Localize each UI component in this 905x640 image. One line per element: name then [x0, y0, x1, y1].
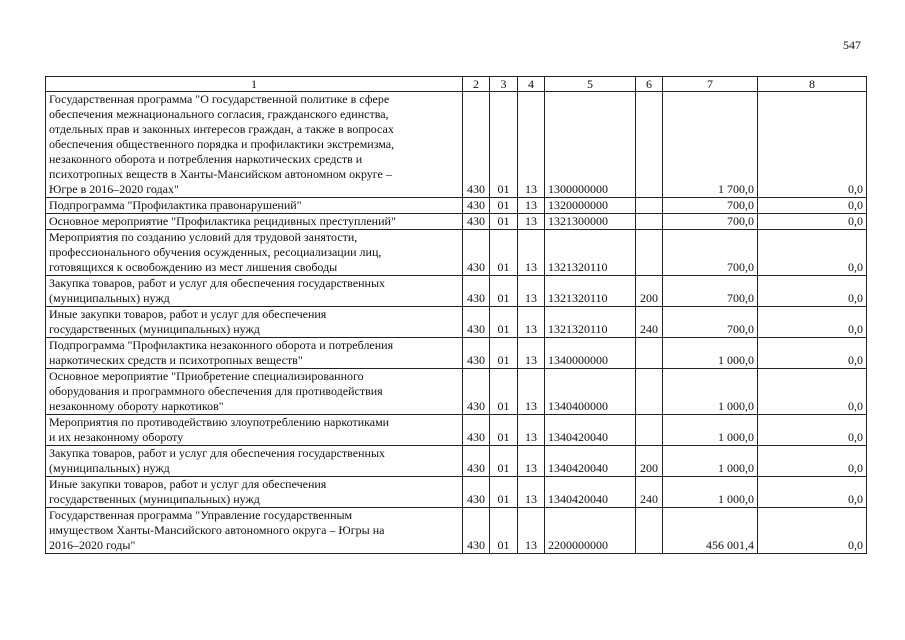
amount-cell: 1 000,0 [663, 415, 758, 446]
amount-cell: 700,0 [663, 276, 758, 307]
column-header: 1 [46, 77, 463, 92]
column-header: 5 [545, 77, 636, 92]
row-name-cell: Иные закупки товаров, работ и услуг для обеспечения государственных (муниципальных) нужд [46, 307, 463, 338]
amount-cell: 1 000,0 [663, 369, 758, 415]
amount-cell: 700,0 [663, 307, 758, 338]
amount-second-cell: 0,0 [758, 198, 867, 214]
section-code-cell: 01 [490, 92, 518, 198]
table-row [46, 415, 867, 446]
subsection-code-cell: 13 [518, 369, 545, 415]
amount-cell: 700,0 [663, 198, 758, 214]
subsection-code-cell: 13 [518, 92, 545, 198]
amount-second-cell: 0,0 [758, 92, 867, 198]
table-row [46, 214, 867, 230]
column-header: 2 [463, 77, 490, 92]
ministry-code-cell: 430 [463, 508, 490, 554]
target-article-cell: 1340420040 [545, 446, 636, 477]
section-code-cell: 01 [490, 415, 518, 446]
expense-type-cell: 200 [636, 446, 663, 477]
amount-second-cell: 0,0 [758, 477, 867, 508]
expense-type-cell: 240 [636, 477, 663, 508]
column-header: 7 [663, 77, 758, 92]
target-article-cell: 1340420040 [545, 477, 636, 508]
target-article-cell: 1321320110 [545, 276, 636, 307]
table-row [46, 369, 867, 415]
subsection-code-cell: 13 [518, 276, 545, 307]
section-code-cell: 01 [490, 276, 518, 307]
amount-cell: 456 001,4 [663, 508, 758, 554]
ministry-code-cell: 430 [463, 446, 490, 477]
section-code-cell: 01 [490, 214, 518, 230]
page-number: 547 [843, 38, 861, 52]
ministry-code-cell: 430 [463, 198, 490, 214]
target-article-cell: 1321300000 [545, 214, 636, 230]
subsection-code-cell: 13 [518, 508, 545, 554]
amount-cell: 1 000,0 [663, 338, 758, 369]
table-row [46, 230, 867, 276]
expense-type-cell [636, 198, 663, 214]
row-name-cell: Закупка товаров, работ и услуг для обеспечения государственных (муниципальных) нужд [46, 276, 463, 307]
row-name-cell: Государственная программа "Управление государственным имуществом Ханты-Мансийского автономного округа – Югры на 2016–2020 годы" [46, 508, 463, 554]
section-code-cell: 01 [490, 508, 518, 554]
subsection-code-cell: 13 [518, 415, 545, 446]
column-header: 3 [490, 77, 518, 92]
amount-cell: 700,0 [663, 230, 758, 276]
section-code-cell: 01 [490, 369, 518, 415]
target-article-cell: 1340000000 [545, 338, 636, 369]
amount-second-cell: 0,0 [758, 276, 867, 307]
row-name-cell: Основное мероприятие "Приобретение специализированного оборудования и программного обеспечения для противодействия незаконному обороту наркотиков" [46, 369, 463, 415]
section-code-cell: 01 [490, 230, 518, 276]
ministry-code-cell: 430 [463, 214, 490, 230]
section-code-cell: 01 [490, 307, 518, 338]
amount-second-cell: 0,0 [758, 338, 867, 369]
subsection-code-cell: 13 [518, 477, 545, 508]
target-article-cell: 1321320110 [545, 307, 636, 338]
row-name-cell: Иные закупки товаров, работ и услуг для обеспечения государственных (муниципальных) нужд [46, 477, 463, 508]
subsection-code-cell: 13 [518, 307, 545, 338]
subsection-code-cell: 13 [518, 338, 545, 369]
ministry-code-cell: 430 [463, 230, 490, 276]
amount-second-cell: 0,0 [758, 369, 867, 415]
row-name-cell: Подпрограмма "Профилактика незаконного оборота и потребления наркотических средств и психотропных веществ" [46, 338, 463, 369]
amount-second-cell: 0,0 [758, 415, 867, 446]
expense-type-cell [636, 415, 663, 446]
target-article-cell: 1340420040 [545, 415, 636, 446]
expense-type-cell: 200 [636, 276, 663, 307]
ministry-code-cell: 430 [463, 307, 490, 338]
target-article-cell: 1321320110 [545, 230, 636, 276]
expense-type-cell [636, 230, 663, 276]
table-row [46, 307, 867, 338]
column-number-row [46, 77, 867, 92]
amount-cell: 700,0 [663, 214, 758, 230]
amount-cell: 1 700,0 [663, 92, 758, 198]
amount-second-cell: 0,0 [758, 446, 867, 477]
ministry-code-cell: 430 [463, 369, 490, 415]
column-header: 6 [636, 77, 663, 92]
section-code-cell: 01 [490, 477, 518, 508]
row-name-cell: Подпрограмма "Профилактика правонарушений" [46, 198, 463, 214]
expense-type-cell [636, 508, 663, 554]
target-article-cell: 1340400000 [545, 369, 636, 415]
subsection-code-cell: 13 [518, 230, 545, 276]
target-article-cell: 2200000000 [545, 508, 636, 554]
column-header: 8 [758, 77, 867, 92]
table-row [46, 508, 867, 554]
expense-type-cell [636, 214, 663, 230]
budget-table [45, 76, 867, 554]
table-row [46, 276, 867, 307]
amount-second-cell: 0,0 [758, 307, 867, 338]
table-row [46, 92, 867, 198]
ministry-code-cell: 430 [463, 477, 490, 508]
ministry-code-cell: 430 [463, 276, 490, 307]
section-code-cell: 01 [490, 338, 518, 369]
expense-type-cell [636, 369, 663, 415]
expense-type-cell [636, 338, 663, 369]
row-name-cell: Государственная программа "О государственной политике в сфере обеспечения межнационального согласия, гражданского единства, отдельных прав и законных интересов граждан, а также в вопросах обеспечения общественного порядка и профилактики экстремизма, незаконного оборота и потребления наркотических средств и психотропных веществ в Ханты-Мансийском автономном округе – Югре в 2016–2020 годах" [46, 92, 463, 198]
ministry-code-cell: 430 [463, 415, 490, 446]
expense-type-cell: 240 [636, 307, 663, 338]
amount-second-cell: 0,0 [758, 508, 867, 554]
section-code-cell: 01 [490, 198, 518, 214]
row-name-cell: Мероприятия по противодействию злоупотреблению наркотиками и их незаконному обороту [46, 415, 463, 446]
section-code-cell: 01 [490, 446, 518, 477]
table-row [46, 477, 867, 508]
amount-second-cell: 0,0 [758, 214, 867, 230]
column-header: 4 [518, 77, 545, 92]
amount-cell: 1 000,0 [663, 477, 758, 508]
table-row [46, 338, 867, 369]
target-article-cell: 1300000000 [545, 92, 636, 198]
table-row [46, 198, 867, 214]
row-name-cell: Мероприятия по созданию условий для трудовой занятости, профессионального обучения осужденных, ресоциализации лиц, готовящихся к освобождению из мест лишения свободы [46, 230, 463, 276]
subsection-code-cell: 13 [518, 198, 545, 214]
amount-cell: 1 000,0 [663, 446, 758, 477]
ministry-code-cell: 430 [463, 92, 490, 198]
expense-type-cell [636, 92, 663, 198]
subsection-code-cell: 13 [518, 446, 545, 477]
row-name-cell: Основное мероприятие "Профилактика рецидивных преступлений" [46, 214, 463, 230]
ministry-code-cell: 430 [463, 338, 490, 369]
subsection-code-cell: 13 [518, 214, 545, 230]
target-article-cell: 1320000000 [545, 198, 636, 214]
row-name-cell: Закупка товаров, работ и услуг для обеспечения государственных (муниципальных) нужд [46, 446, 463, 477]
table-row [46, 446, 867, 477]
amount-second-cell: 0,0 [758, 230, 867, 276]
